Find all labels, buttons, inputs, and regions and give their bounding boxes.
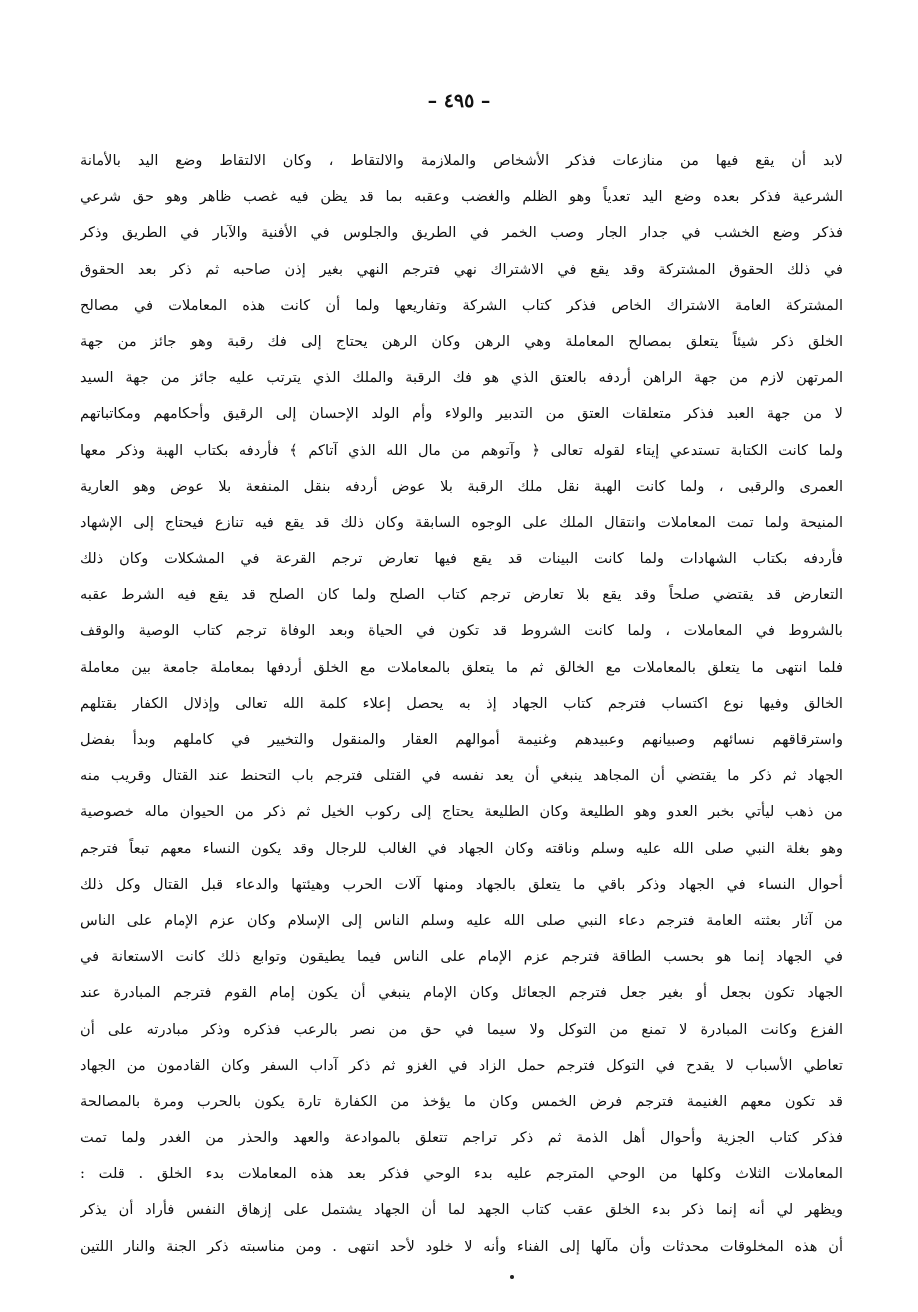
text-line: أحوال النساء في الجهاد وذكر باقي ما يتعلق بالجهاد ومنها آلات الحرب وهيئتها والدعاء قبل القتال وكل ذلك: [80, 875, 843, 893]
text-line: فأردفه بكتاب الشهادات ولما كانت البينات قد يقع فيها تعارض ترجم القرعة في المشكلات وكان ذلك: [80, 550, 843, 568]
text-line: فذكر كتاب الجزية وأحوال أهل الذمة ثم ذكر تراجم تتعلق بالموادعة والعهد والحذر من الغدر ولما تمت: [80, 1129, 843, 1147]
text-line: أن هذه المخلوقات محدثات وأن مآلها إلى الفناء وأنه لا خلود لأحد انتهى . ومن مناسبته ذكر الجنة والنار اللتين: [80, 1237, 843, 1255]
text-line: لا من جهة العبد فذكر متعلقات العتق من التدبير والولاء وأم الولد الإحسان إلى الرقيق وأحكامهم ومكاتباتهم: [80, 405, 843, 423]
text-line: فذكر وضع الخشب في جدار الجار وصب الخمر في الطريق والجلوس في الأفنية والآبار في الطريق وذكر: [80, 224, 843, 242]
text-line: الجهاد ثم ذكر ما يقتضي أن المجاهد ينبغي أن يعد نفسه في القتلى فترجم باب التحنط عند القتال وقريب منه: [80, 767, 843, 785]
text-line: بالشروط في المعاملات ، ولما كانت الشروط قد تكون في الحياة وبعد الوفاة ترجم كتاب الوصية والوقف: [80, 622, 843, 640]
ink-dot: [510, 1275, 514, 1279]
text-line: المشتركة العامة الاشتراك الخاص فذكر كتاب الشركة وتفاريعها ولما أن كانت هذه المعاملات في مصالح: [80, 296, 843, 314]
text-line: ويظهر لي أنه إنما ذكر بدء الخلق عقب كتاب الجهد لما أن الجهاد يشتمل على إزهاق النفس فأراد أن يذكر: [80, 1201, 843, 1219]
text-line: ولما كانت الكتابة تستدعي إيتاء لقوله تعالى ﴿ وآتوهم من مال الله الذي آتاكم ﴾ فأردفه بكتاب الهبة وذكر معها: [80, 441, 843, 459]
text-line: من ذهب ليأتي بخبر العدو وهو الطليعة وكان الطليعة يحتاج إلى ركوب الخيل ثم ذكر من الحيوان ماله خصوصية: [80, 803, 843, 821]
page-number: – ٤٩٥ –: [427, 90, 491, 112]
body-text: [80, 143, 843, 1265]
text-line: الفزع وكانت المبادرة لا تمنع من التوكل ولا سيما في حق من نصر بالرعب فذكره وذكر مبادرته على أن: [80, 1020, 843, 1038]
text-line: وهو بغلة النبي صلى الله عليه وسلم وناقته وكان الجهاد في الغالب للرجال وقد يكون النساء معهم تبعاً فترجم: [80, 839, 843, 857]
text-line: في الجهاد إنما هو بحسب الطاقة فترجم عزم الإمام على الناس فيما يطيقون وتوابع ذلك كانت الاستعانة في: [80, 948, 843, 966]
text-line: التعارض قد يقتضي صلحاً وقد يقع بلا تعارض ترجم كتاب الصلح ولما كان الصلح قد يقع فيه الشرط عقبه: [80, 586, 843, 604]
text-line: العمرى والرقبى ، ولما كانت الهبة نقل ملك الرقبة بلا عوض أردفه بنقل المنفعة بلا عوض وهو العارية: [80, 477, 843, 495]
text-line: تعاطي الأسباب لا يقدح في التوكل فترجم حمل الزاد في الغزو ثم ذكر آداب السفر وكان القادمون من الجهاد: [80, 1056, 843, 1074]
text-line: من آثار بعثته العامة فترجم دعاء النبي صلى الله عليه وسلم الناس إلى الإسلام وكان عزم الإمام على الناس: [80, 911, 843, 929]
text-line: المنيحة ولما تمت المعاملات وانتقال الملك على الوجوه السابقة وكان ذلك قد يقع فيه تنازع فيحتاج إلى الإشهاد: [80, 513, 843, 531]
text-line: الجهاد تكون بجعل أو بغير جعل فترجم الجعائل وكان الإمام ينبغي أن يكون إمام القوم فترجم المبادرة عند: [80, 984, 843, 1002]
text-line: لابد أن يقع فيها من منازعات فذكر الأشخاص والملازمة والالتقاط ، وكان الالتقاط وضع اليد بالأمانة: [80, 152, 843, 169]
text-line: الخالق وفيها نوع اكتساب فترجم كتاب الجهاد إذ به يحصل إعلاء كلمة الله تعالى وإذلال الكفار بقتلهم: [80, 694, 843, 712]
text-line: المرتهن لازم من جهة الراهن أردفه بالعتق الذي هو فك الرقبة والملك الذي يترتب عليه جائز من جهة السيد: [80, 369, 843, 387]
text-line: الخلق ذكر شيئاً يتعلق بمصالح المعاملة وهي الرهن وكان الرهن يحتاج إلى فك رقبة وهو جائز من جهة: [80, 332, 843, 350]
text-line: واسترقاقهم نسائهم وصبيانهم وعبيدهم وغنيمة أموالهم العقار والمنقول والتخيير في كاملهم وبدأ بفضل: [80, 731, 843, 748]
text-line: المعاملات الثلاث وكلها من الوحي المترجم عليه بدء الوحي فذكر بعد هذه المعاملات بدء الخلق . قلت :: [80, 1165, 843, 1183]
text-line: فلما انتهى ما يتعلق بالمعاملات مع الخالق ثم ما يتعلق بالمعاملات مع الخلق أردفها بمعاملة جامعة بين معاملة: [80, 658, 843, 676]
text-line: الشرعية فذكر بعده وضع اليد تعدياً وهو الظلم والغضب وعقبه بما قد يظن فيه غصب ظاهر وهو حق شرعي: [80, 188, 843, 206]
text-line: قد تكون معهم الغنيمة فترجم فرض الخمس وكان ما يؤخذ من الكفارة تارة يكون بالحرب ومرة بالمصالحة: [80, 1092, 843, 1110]
text-line: في ذلك الحقوق المشتركة وقد يقع في الاشتراك نهي فترجم النهي بغير إذن صاحبه ثم ذكر بعد الحقوق: [80, 260, 843, 278]
